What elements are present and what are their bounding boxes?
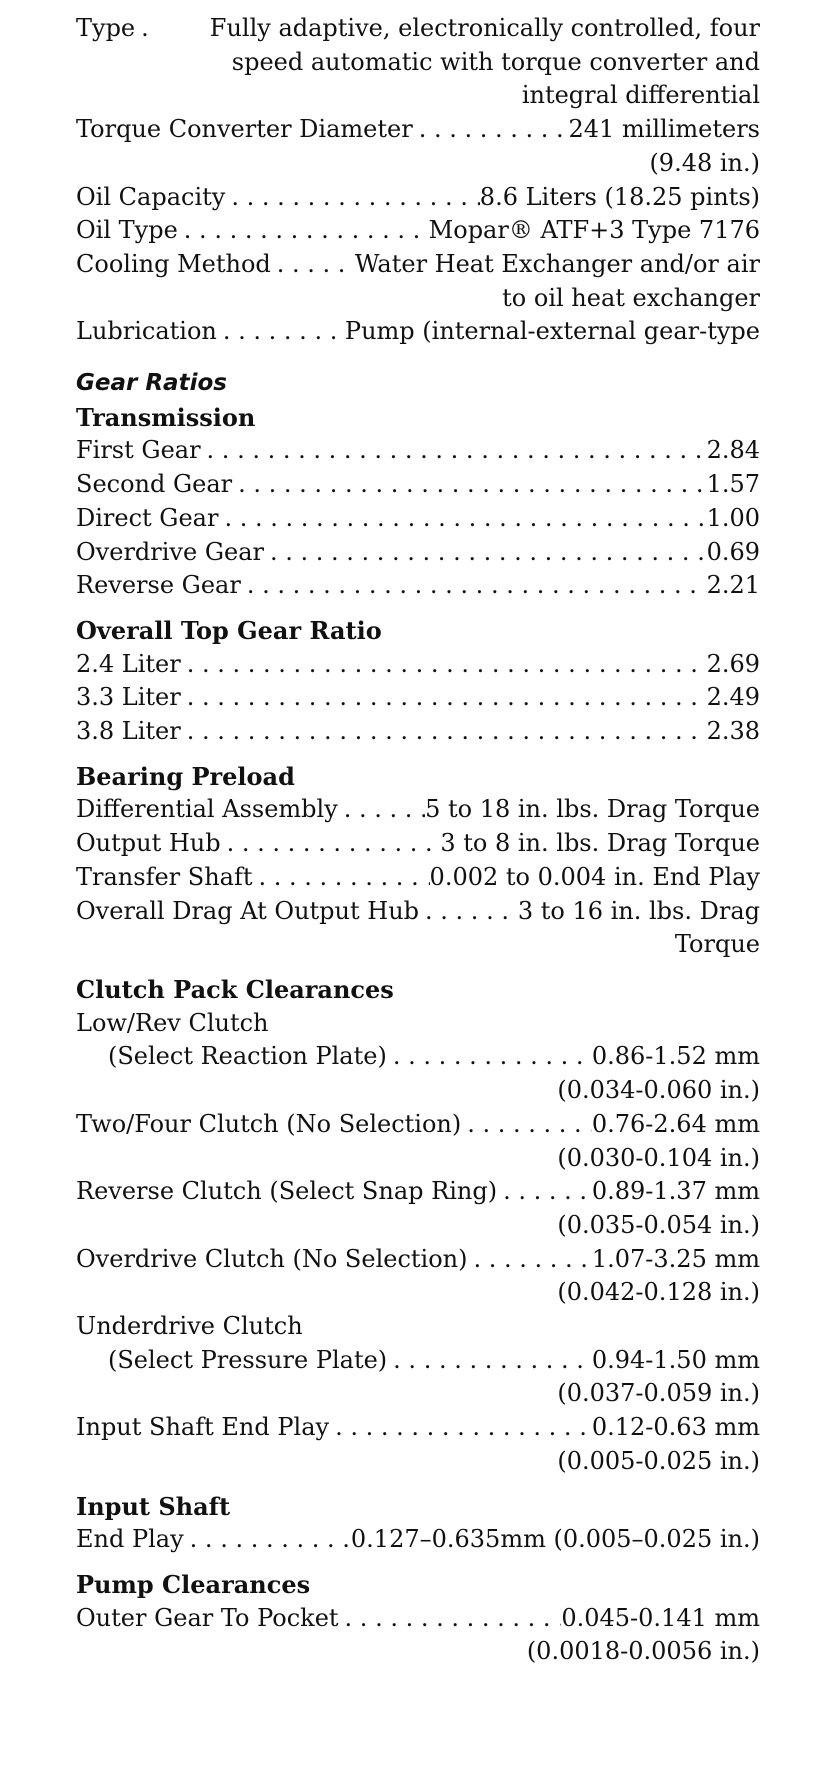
leader-dots xyxy=(271,248,355,282)
row-value: 8.6 Liters (18.25 pints) xyxy=(479,182,760,211)
spec-row-oil-capacity xyxy=(76,181,760,215)
leader-dots xyxy=(225,181,479,215)
preload-row xyxy=(76,793,760,827)
leader-dots xyxy=(218,502,706,536)
clutch-row xyxy=(76,1344,760,1378)
engine-ratio-row xyxy=(76,681,760,715)
preload-row xyxy=(76,895,760,929)
spec-continuation: (0.042-0.128 in.) xyxy=(557,1278,760,1307)
row-value: 2.69 xyxy=(706,649,760,678)
section-title-bearing-preload: Bearing Preload xyxy=(76,761,295,791)
section-title-input-shaft: Input Shaft xyxy=(76,1491,231,1521)
row-value: 0.94-1.50 mm xyxy=(591,1345,760,1374)
clutch-row xyxy=(76,1175,760,1209)
gear-row xyxy=(76,434,760,468)
row-label: Lubrication xyxy=(76,317,217,346)
leader-dots xyxy=(181,648,707,682)
row-label: Overall Drag At Output Hub xyxy=(76,896,420,925)
leader-dots xyxy=(252,861,429,895)
spec-continuation: (0.037-0.059 in.) xyxy=(557,1379,760,1408)
row-label: Outer Gear To Pocket xyxy=(76,1603,339,1632)
spec-row-type xyxy=(76,12,760,46)
row-label: Two/Four Clutch (No Selection) xyxy=(76,1109,462,1138)
leader-dots xyxy=(217,315,345,349)
row-value: 0.127–0.635mm (0.005–0.025 in.) xyxy=(350,1525,760,1554)
row-label: Second Gear xyxy=(76,470,233,499)
clutch-label: Underdrive Clutch xyxy=(76,1312,303,1341)
row-value: 0.045-0.141 mm xyxy=(561,1603,760,1632)
row-label: Overdrive Gear xyxy=(76,537,264,566)
row-value: 2.84 xyxy=(706,436,760,465)
row-label: End Play xyxy=(76,1525,184,1554)
row-label: Oil Capacity xyxy=(76,182,226,211)
row-label: Oil Type xyxy=(76,216,178,245)
spec-continuation: (0.035-0.054 in.) xyxy=(557,1210,760,1239)
spec-continuation: (0.0018-0.0056 in.) xyxy=(526,1637,760,1666)
spec-continuation: integral differential xyxy=(521,81,760,110)
row-label: Reverse Clutch (Select Snap Ring) xyxy=(76,1177,498,1206)
row-label: Differential Assembly xyxy=(76,795,338,824)
leader-dots xyxy=(181,715,707,749)
row-value: 0.86-1.52 mm xyxy=(591,1042,760,1071)
spec-row-cooling xyxy=(76,248,760,282)
leader-dots xyxy=(339,1602,562,1636)
row-value: 3 to 16 in. lbs. Drag xyxy=(517,896,760,925)
row-label: 3.3 Liter xyxy=(76,683,181,712)
leader-dots xyxy=(201,434,707,468)
section-title-pump-clearances: Pump Clearances xyxy=(76,1569,311,1599)
spec-continuation: Torque xyxy=(674,930,760,959)
row-label: Torque Converter Diameter xyxy=(76,115,413,144)
clutch-row xyxy=(76,1040,760,1074)
gear-row xyxy=(76,569,760,603)
leader-dots xyxy=(338,793,425,827)
gear-row xyxy=(76,502,760,536)
spec-continuation: to oil heat exchanger xyxy=(502,283,760,312)
row-value: Fully adaptive, electronically controlled, four xyxy=(209,14,760,42)
leader-dots xyxy=(241,569,707,603)
spec-continuation: (0.034-0.060 in.) xyxy=(557,1076,760,1105)
leader-dots xyxy=(413,113,569,147)
row-value: 0.002 to 0.004 in. End Play xyxy=(429,862,760,891)
row-value: 3 to 8 in. lbs. Drag Torque xyxy=(440,829,760,858)
leader-dots xyxy=(387,1040,592,1074)
row-label: 3.8 Liter xyxy=(76,717,181,746)
clutch-label: Low/Rev Clutch xyxy=(76,1008,269,1037)
leader-dots xyxy=(467,1243,591,1277)
pump-row xyxy=(76,1602,760,1636)
row-value: 0.69 xyxy=(706,537,760,566)
row-value: 2.21 xyxy=(706,571,760,600)
clutch-row xyxy=(76,1243,760,1277)
leader-dots xyxy=(232,468,706,502)
engine-ratio-row xyxy=(76,648,760,682)
row-value: 0.76-2.64 mm xyxy=(591,1109,760,1138)
gear-row xyxy=(76,468,760,502)
row-label: Cooling Method xyxy=(76,249,271,278)
row-label: Transfer Shaft xyxy=(76,862,253,891)
leader-dots xyxy=(181,681,707,715)
row-value: 241 millimeters xyxy=(568,115,760,144)
leader-dots xyxy=(329,1411,592,1445)
row-value: 1.07-3.25 mm xyxy=(591,1244,760,1273)
row-label: (Select Pressure Plate) xyxy=(108,1345,388,1374)
spec-row-oil-type xyxy=(76,214,760,248)
spec-continuation: speed automatic with torque converter and xyxy=(231,47,760,76)
row-value: Pump (internal-external gear-type xyxy=(344,317,760,346)
row-label: 2.4 Liter xyxy=(76,649,181,678)
leader-dots xyxy=(184,1523,351,1557)
section-title-gear-ratios: Gear Ratios xyxy=(76,370,227,397)
leader-dots xyxy=(387,1344,592,1378)
row-value: 1.00 xyxy=(706,503,760,532)
leader-dots xyxy=(135,12,157,46)
row-value: 0.89-1.37 mm xyxy=(591,1177,760,1206)
leader-dots xyxy=(264,536,707,570)
row-value: Water Heat Exchanger and/or air xyxy=(354,249,760,278)
subsection-title-transmission: Transmission xyxy=(76,402,256,432)
row-label: Type xyxy=(76,14,136,42)
spec-row-torque-converter xyxy=(76,113,760,147)
row-value: 2.49 xyxy=(706,683,760,712)
gear-row xyxy=(76,536,760,570)
row-label: Input Shaft End Play xyxy=(76,1413,330,1442)
row-value: 0.12-0.63 mm xyxy=(591,1413,760,1442)
spec-column xyxy=(76,12,760,1669)
input-shaft-row xyxy=(76,1523,760,1557)
row-label: Output Hub xyxy=(76,829,221,858)
row-value: Mopar® ATF+3 Type 7176 xyxy=(428,216,760,245)
section-title-overall-top-gear: Overall Top Gear Ratio xyxy=(76,615,382,645)
leader-dots xyxy=(497,1175,592,1209)
clutch-row xyxy=(76,1108,760,1142)
row-label: Reverse Gear xyxy=(76,571,241,600)
engine-ratio-row xyxy=(76,715,760,749)
row-value: 5 to 18 in. lbs. Drag Torque xyxy=(425,795,760,824)
row-label: (Select Reaction Plate) xyxy=(108,1042,387,1071)
leader-dots xyxy=(461,1108,592,1142)
row-label: First Gear xyxy=(76,436,201,465)
spec-continuation: (0.005-0.025 in.) xyxy=(557,1446,760,1475)
preload-row xyxy=(76,827,760,861)
leader-dots xyxy=(178,214,429,248)
leader-dots xyxy=(419,895,518,929)
spec-row-lubrication xyxy=(76,315,760,349)
section-title-clutch-pack: Clutch Pack Clearances xyxy=(76,974,394,1004)
row-value: 2.38 xyxy=(706,717,760,746)
spec-continuation: (9.48 in.) xyxy=(649,148,760,177)
row-value: 1.57 xyxy=(706,470,760,499)
row-label: Direct Gear xyxy=(76,503,219,532)
spec-continuation: (0.030-0.104 in.) xyxy=(557,1143,760,1172)
row-label: Overdrive Clutch (No Selection) xyxy=(76,1244,468,1273)
preload-row xyxy=(76,861,760,895)
clutch-row xyxy=(76,1411,760,1445)
leader-dots xyxy=(221,827,441,861)
